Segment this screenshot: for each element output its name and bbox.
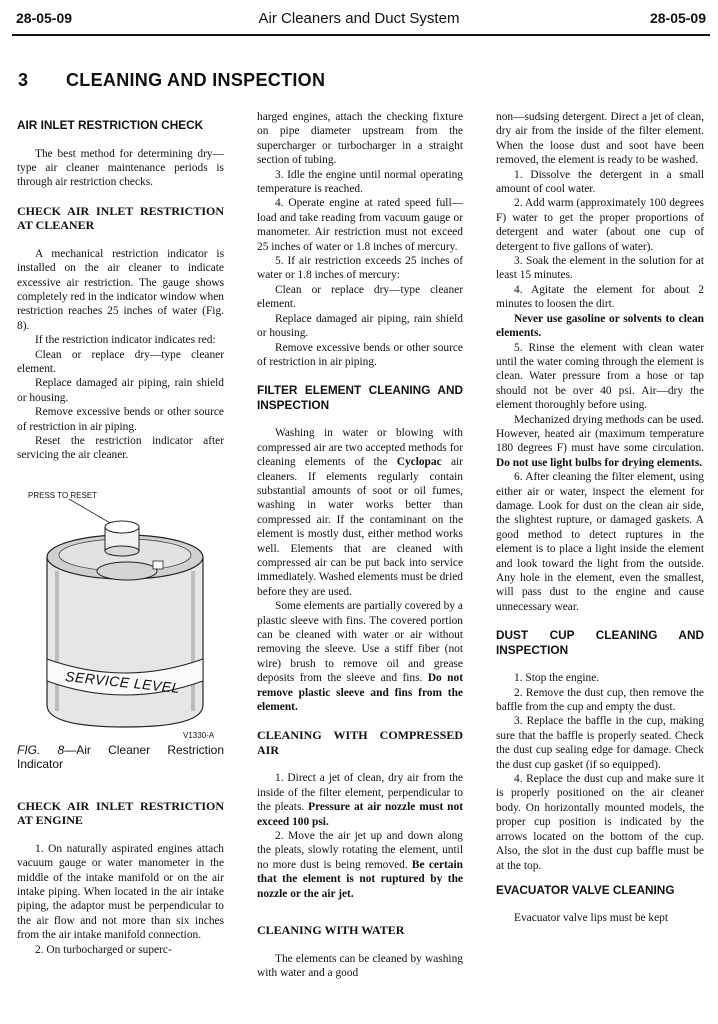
column-middle — [257, 110, 463, 980]
paragraph: Reset the restriction indicator after servicing the air cleaner. — [17, 435, 224, 462]
paragraph: 6. After cleaning the filter element, using either air or water, inspect the element for damage. Look for dust on the clean air side, the slightest rupture, or damaged gaskets. A good method to detect ruptures in the element is to place a light inside the element and look toward the light from the outside. Any hole in the element, even the smallest, will pass dust to the engine and cause unnecessary wear. — [496, 471, 704, 613]
warning-text: Do not remove plastic sleeve and fins from the element. — [257, 672, 464, 714]
heading-cleaning-with-water: CLEANING WITH WATER — [257, 923, 405, 938]
paragraph: Some elements are partially covered by a plastic sleeve with fins. The covered portion can be cleaned with water or air without removing the sleeve. Use a stiff fiber (not wire) brush to remove oil and grease deposits from the sleeve and fins. Do not remove plastic sleeve and fins from the element. — [257, 600, 464, 714]
warning-text: Do not use light bulbs for drying elements. — [496, 456, 703, 469]
running-header — [0, 10, 718, 32]
paragraph: 3. Replace the baffle in the cup, making sure that the baffle is properly seated. Check the dust cup sealing edge for damage. Check the dust cup gasket (if so equipped). — [496, 715, 704, 771]
paragraph: 1. On naturally aspirated engines attach vacuum gauge or water manometer in the middle of the intake manifold or on the air intake piping. When located in the air intake piping, the adaptor must be perpendicular to the air flow and not more than six inches from the air intake manifold connection. — [17, 842, 224, 942]
paragraph: Clean or replace dry—type cleaner element. — [257, 283, 463, 311]
page-number-left: 28-05-09 — [16, 10, 73, 26]
figure-label-service-level: SERVICE LEVEL — [64, 667, 181, 696]
heading-compressed-air: CLEANING WITH COMPRESSED AIR — [257, 728, 463, 757]
paragraph: Remove excessive bends or other source of restriction in air piping. — [257, 341, 463, 368]
section-heading — [18, 70, 325, 91]
heading-evacuator-valve-cleaning: EVACUATOR VALVE CLEANING — [496, 882, 675, 897]
paragraph: 2. Add warm (approximately 100 degrees F) water to get the proper proportions of detergent and water (about one cup of detergent to five gallons of water). — [496, 197, 704, 253]
paragraph: 5. If air restriction exceeds 25 inches of water or 1.8 inches of mercury: — [257, 255, 463, 282]
paragraph: 4. Operate engine at rated speed full—load and take reading from vacuum gauge or manometer. Air restriction must not exceed 25 inches of water or 1.8 inches of mercury. — [257, 197, 463, 253]
heading-check-at-cleaner: CHECK AIR INLET RESTRICTION AT CLEANER — [17, 203, 224, 233]
product-name: Cyclopac — [396, 456, 442, 469]
paragraph: 3. Idle the engine until normal operating temperature is reached. — [257, 168, 463, 196]
heading-filter-element-cleaning: FILTER ELEMENT CLEANING AND INSPECTION — [257, 383, 463, 412]
section-title: CLEANING AND INSPECTION — [66, 70, 326, 90]
figure-caption-text: —Air Cleaner Restriction Indicator — [17, 742, 224, 771]
paragraph: Clean or replace dry—type cleaner element. — [17, 348, 224, 375]
heading-air-inlet-check: AIR INLET RESTRICTION CHECK — [17, 118, 204, 132]
warning-paragraph: Never use gasoline or solvents to clean elements. — [496, 312, 704, 340]
paragraph: 2. On turbocharged or superc- — [35, 943, 172, 956]
column-right — [496, 110, 704, 926]
paragraph: Replace damaged air piping, rain shield or housing. — [257, 312, 463, 340]
header-rule — [12, 34, 710, 36]
paragraph: 5. Rinse the element with clean water until the water coming through the element is clean. Water pressure from a hose or tap should not be over 40 psi. Air—dry the element thoroughly before using. — [496, 341, 704, 412]
paragraph: harged engines, attach the checking fixture on pipe diameter upstream from the supercharger or turbocharger in a straight section of tubing. — [257, 111, 463, 167]
warning-text: Be certain that the element is not ruptured by the nozzle or the air jet. — [257, 858, 463, 900]
paragraph: non—sudsing detergent. Direct a jet of clean, dry air from the inside of the filter element. When the loose dust and soot have been removed, the element is ready to be washed. — [496, 111, 704, 167]
paragraph: Mechanized drying methods can be used. However, heated air (maximum temperature 180 degrees F) must have some circulation. Do not use light bulbs for drying elements. — [496, 413, 704, 469]
paragraph: The elements can be cleaned by washing with water and a good — [257, 952, 463, 979]
paragraph: Washing in water or blowing with compressed air are two accepted methods for cleaning elements of the Cyclopac air cleaners. If elements regularly contain substantial amounts of soot or oil fumes, washing in water works better than compressed air. If the contaminant on the element is mostly dust, either method works well. Elements that are cleaned with compressed air can be put back into service immediately. Washed elements must be dried before they are used. — [257, 427, 463, 598]
heading-dust-cup-cleaning: DUST CUP CLEANING AND INSPECTION — [496, 628, 704, 657]
paragraph: If the restriction indicator indicates red: — [35, 334, 216, 347]
paragraph: 4. Agitate the element for about 2 minutes to loosen the dirt. — [496, 283, 704, 311]
paragraph: Replace damaged air piping, rain shield or housing. — [17, 377, 224, 404]
paragraph: 2. Move the air jet up and down along the pleats, slowly rotating the element, until no more dust is being removed. Be certain that the element is not ruptured by the nozzle or the air jet. — [257, 830, 463, 900]
figure-label-press-to-reset: PRESS TO RESET — [28, 490, 98, 500]
paragraph: 2. Remove the dust cup, then remove the baffle from the cup and empty the dust. — [496, 686, 704, 714]
paragraph: 1. Dissolve the detergent in a small amount of cool water. — [496, 168, 704, 196]
page-number-right: 28-05-09 — [649, 10, 706, 26]
figure-code: V1330-A — [183, 730, 215, 740]
air-cleaner-illustration — [17, 491, 224, 743]
paragraph: 1. Direct a jet of clean, dry air from the inside of the filter element, perpendicular to the pleats. Pressure at air nozzle must not exceed 100 psi. — [257, 772, 463, 828]
figure-restriction-indicator — [17, 491, 224, 743]
paragraph: 1. Stop the engine. — [514, 672, 600, 685]
header-title: Air Cleaners and Duct System — [258, 10, 460, 27]
paragraph: 4. Replace the dust cup and make sure it is properly positioned on the air cleaner body. On horizontally mounted models, the proper cup position is indicated by the arrows located on the bottom of the cup. Also, the slot in the dust cup baffle must be at the top. — [496, 773, 704, 872]
column-left — [17, 118, 224, 957]
paragraph: Remove excessive bends or other source of restriction in air piping. — [17, 406, 224, 433]
section-number: 3 — [18, 70, 29, 90]
heading-check-at-engine: CHECK AIR INLET RESTRICTION AT ENGINE — [17, 798, 224, 828]
figure-caption — [17, 743, 224, 771]
paragraph: A mechanical restriction indicator is installed on the air cleaner to indicate excessive air restriction. The gauge shows completely red in the indicator window when restriction reaches 25 inches of water (Fig. 8). — [17, 247, 224, 332]
paragraph: Evacuator valve lips must be kept — [514, 912, 669, 925]
warning-text: Pressure at air nozzle must not exceed 100 psi. — [257, 801, 463, 828]
paragraph: 3. Soak the element in the solution for at least 15 minutes. — [496, 255, 704, 282]
paragraph: The best method for determining dry—type air cleaner maintenance periods is through air restriction checks. — [17, 147, 224, 189]
figure-number: FIG. 8 — [17, 742, 65, 757]
